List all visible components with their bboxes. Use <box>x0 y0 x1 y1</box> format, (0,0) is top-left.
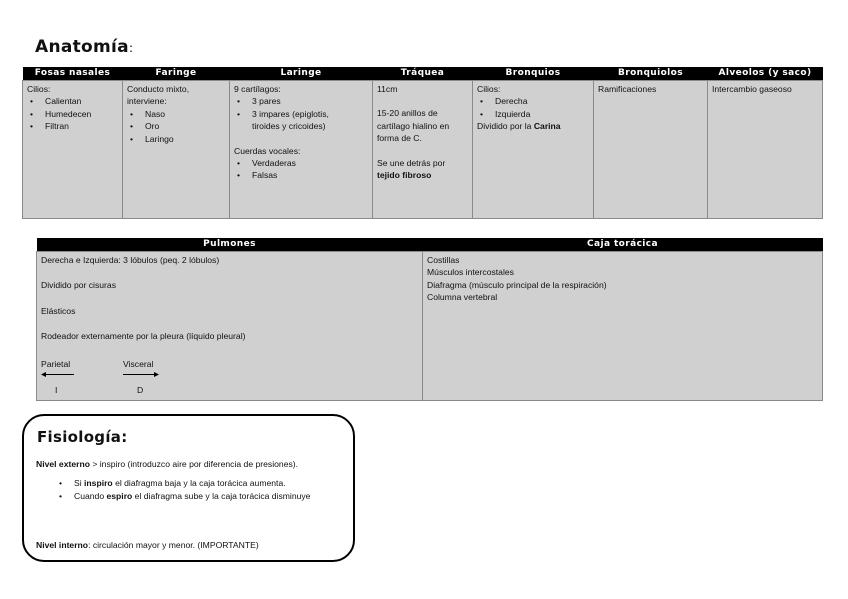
bullet-2-pre: Cuando <box>74 491 107 501</box>
nivel-externo-line <box>36 458 351 471</box>
cell-faringe <box>123 81 230 219</box>
pulmones-caja-header-row <box>37 238 823 252</box>
arrow-right-icon <box>123 371 159 378</box>
parietal-group <box>41 358 75 397</box>
list-item: • Falsas <box>252 169 368 181</box>
list-item: • Derecha <box>495 95 589 107</box>
caja-line-2: Músculos intercostales <box>427 267 514 278</box>
bronquios-carina: Carina <box>533 121 561 132</box>
nivel-interno-label: Nivel interno <box>36 540 89 550</box>
traquea-line-5: Se une detrás por <box>377 157 446 168</box>
pulmones-line-1: Derecha e Izquierda: 3 lóbulos (peq. 2 lóbulos) <box>41 255 220 265</box>
cuerdas-list <box>234 157 368 182</box>
list-item: • 3 impares (epiglotis, <box>252 108 368 120</box>
header-faringe: Faringe <box>123 67 230 81</box>
bronquios-list <box>477 95 589 120</box>
pulmones-line-2: Dividido por cisuras <box>41 280 116 291</box>
traquea-line-4: forma de C. <box>377 133 422 144</box>
left-letter: I <box>55 385 58 396</box>
bullet-2-rest: el diafragma sube y la caja torácica disminuye <box>132 491 311 501</box>
list-item: • Filtran <box>45 120 118 132</box>
traquea-line-2: 15-20 anillos de <box>377 108 438 119</box>
cell-alveolos <box>708 81 823 219</box>
pulmones-line-3: Elásticos <box>41 305 76 316</box>
laringe-cuerdas: Cuerdas vocales: <box>234 145 301 156</box>
fosas-intro: Cilios: <box>27 84 51 94</box>
cell-traquea <box>373 81 473 219</box>
faringe-list <box>127 108 225 145</box>
visceral-group <box>123 358 159 397</box>
nivel-externo-label: Nivel externo <box>36 459 90 469</box>
nivel-interno-line <box>36 540 259 550</box>
pulmones-caja-body-row <box>37 252 823 401</box>
list-item: • 3 pares <box>252 95 368 107</box>
header-alveolos: Alveolos (y saco) <box>708 67 823 81</box>
cell-fosas-nasales <box>23 81 123 219</box>
list-item: • Calientan <box>45 95 118 107</box>
bullet-1-pre: Si <box>74 477 85 488</box>
fisiologia-body <box>36 458 351 504</box>
faringe-intro-2: interviene: <box>127 96 167 107</box>
header-bronquios: Bronquios <box>473 67 594 81</box>
laringe-continuation: tiroides y cricoides) <box>252 121 326 132</box>
bullet-1-rest: el diafragma baja y la caja torácica aumenta. <box>112 477 286 488</box>
cell-caja-toracica <box>423 252 823 401</box>
cell-laringe <box>230 81 373 219</box>
anatomia-colon: : <box>128 41 134 55</box>
faringe-intro-1: Conducto mixto, <box>127 84 190 94</box>
bronquios-dividido-text: Dividido por la <box>477 121 534 132</box>
anatomia-table <box>22 67 823 219</box>
list-item <box>74 490 351 503</box>
pulmones-caja-table <box>36 238 823 401</box>
visceral-label: Visceral <box>123 358 154 369</box>
caja-line-3: Diafragma (músculo principal de la respiración) <box>427 279 607 290</box>
header-traquea: Tráquea <box>373 67 473 81</box>
list-item: • Humedecen <box>45 108 118 120</box>
header-caja-toracica: Caja torácica <box>423 238 823 252</box>
bronquiolos-text: Ramificaciones <box>598 84 657 94</box>
nivel-externo-text: > inspiro (introduzco aire por diferencia de presiones). <box>89 459 299 469</box>
list-item: • Verdaderas <box>252 157 368 169</box>
list-item: • Laringo <box>145 133 225 145</box>
cell-bronquios <box>473 81 594 219</box>
fosas-list <box>27 95 118 132</box>
traquea-length: 11cm <box>377 84 398 94</box>
arrow-left-icon <box>41 371 75 378</box>
bronquios-dividido <box>477 120 589 132</box>
laringe-intro: 9 cartílagos: <box>234 84 281 94</box>
pulmones-line-4: Rodeador externamente por la pleura (líquido pleural) <box>41 331 246 342</box>
cell-pulmones <box>37 252 423 401</box>
traquea-line-3: cartílago hialino en <box>377 120 450 131</box>
header-bronquiolos: Bronquiolos <box>594 67 708 81</box>
anatomia-table-body-row <box>23 81 823 219</box>
cell-bronquiolos <box>594 81 708 219</box>
bullet-1-bold: inspiro <box>84 477 113 488</box>
right-letter: D <box>137 385 144 396</box>
anatomia-table-header-row <box>23 67 823 81</box>
bronquios-intro: Cilios: <box>477 84 501 94</box>
anatomia-heading <box>35 37 133 57</box>
list-item <box>74 477 351 490</box>
bullet-2-bold: espiro <box>106 491 133 501</box>
parietal-label: Parietal <box>41 358 71 369</box>
anatomia-title: Anatomía <box>35 37 129 57</box>
fisiologia-title: Fisiología <box>37 428 122 446</box>
fisiologia-heading <box>37 428 128 446</box>
list-item: • Izquierda <box>495 108 589 120</box>
caja-line-1: Costillas <box>427 255 460 265</box>
header-fosas-nasales: Fosas nasales <box>23 67 123 81</box>
caja-line-4: Columna vertebral <box>427 292 498 303</box>
header-pulmones: Pulmones <box>37 238 423 252</box>
pleura-diagram <box>41 358 418 398</box>
list-item: • Oro <box>145 120 225 132</box>
laringe-list <box>234 95 368 120</box>
nivel-interno-text: : circulación mayor y menor. (IMPORTANTE) <box>88 540 259 550</box>
fisiologia-box <box>22 414 355 562</box>
traquea-line-6: tejido fibroso <box>377 170 432 181</box>
header-laringe: Laringe <box>230 67 373 81</box>
fisiologia-list <box>58 477 351 503</box>
fisiologia-colon: : <box>121 428 128 446</box>
alveolos-text: Intercambio gaseoso <box>712 84 792 94</box>
list-item: • Naso <box>145 108 225 120</box>
